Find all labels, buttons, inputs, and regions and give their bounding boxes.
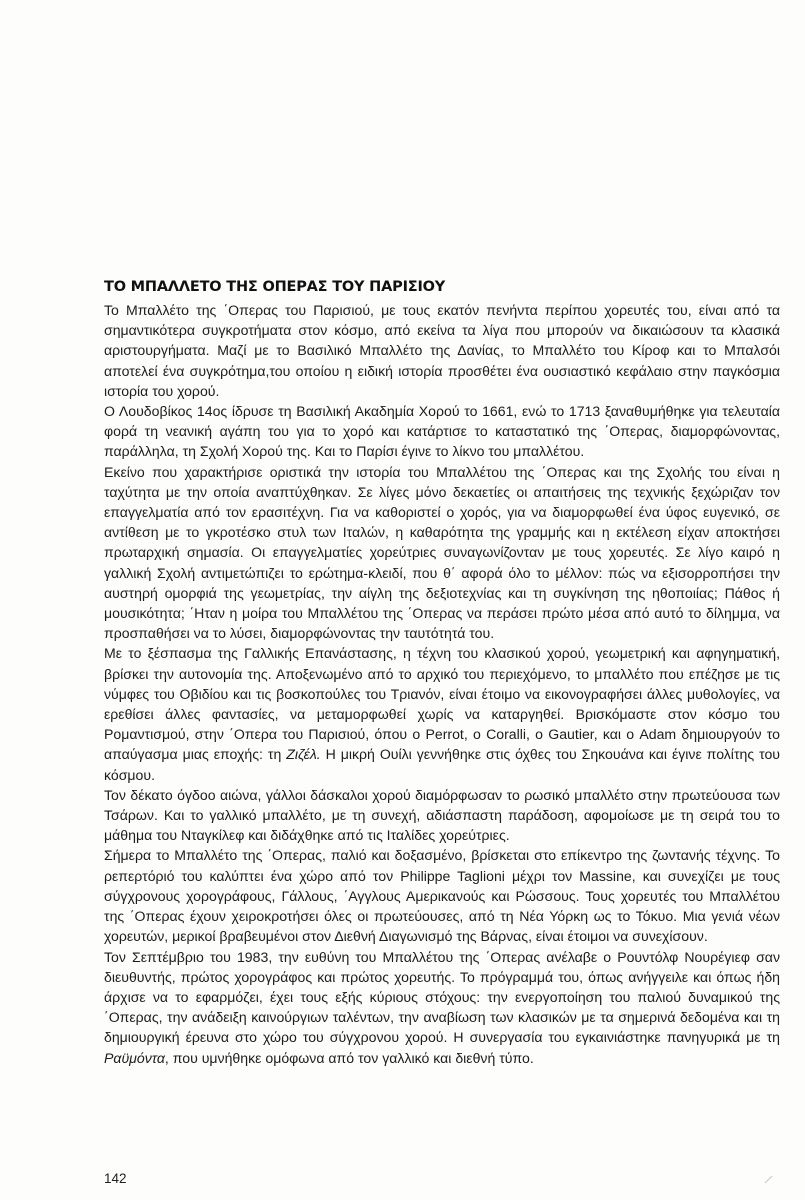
paragraph-4-tail: Η μικρή Ουίλι γεννήθηκε στις όχθες του Σηκουάνα και έγινε πολίτης του κόσμου.	[104, 746, 780, 783]
corner-mark-icon	[764, 1174, 774, 1184]
paragraph-7-text: Τον Σεπτέμβριο του 1983, την ευθύνη του Μπαλλέτου της ΄Οπερας ανέλαβε ο Ρουντόλφ Νουρέγιεφ σαν διευθυντής, πρώτος χορογράφος και πρώτος χορευτής. Το πρόγραμμά του, όπως ανήγγειλε και όπως ήδη άρχισε να το εφαρμόζει, έχει τους εξής κύριους στόχους: την ενεργοποίηση του παλιού δυναμικού της ΄Οπερας, την ανάδειξη καινούργιων ταλέντων, την αναβίωση των κλασικών με τα σημερινά δεδομένα και τη δημιουργική έρευνα στο χώρο του σύγχρονου χορού. Η συνεργασία του εγκαινιάστηκε πανηγυρικά με τη	[104, 948, 780, 1046]
paragraph-6: Σήμερα το Μπαλλέτο της ΄Οπερας, παλιό και δοξασμένο, βρίσκεται στο επίκεντρο της ζωντανής τέχνης. Το ρεπερτόριό του καλύπτει ένα χώρο από τον Philippe Taglioni μέχρι τον Massine, και συνεχίζει με τους σύγχρονους χορογράφους, Γάλλους, ΄Αγγλους Αμερικανούς και Ρώσσους. Τους χορευτές του Μπαλλέτου της ΄Οπερας έχουν χειροκροτήσει όλες οι πρωτεύουσες, από τη Νέα Υόρκη ως το Τόκυο. Μια γενιά νέων χορευτών, μερικοί βραβευμένοι στον Διεθνή Διαγωνισμό της Βάρνας, είναι έτοιμοι να συνεχίσουν.	[104, 847, 780, 945]
paragraph-4-text: Με το ξέσπασμα της Γαλλικής Επανάστασης, η τέχνη του κλασικού χορού, γεωμετρική και αφηγηματική, βρίσκει την αυτονομία της. Αποξενωμένο από το αρχικό του περιεχόμενο, το μπαλλέτο που επέζησε με τις νύμφες του Οβιδίου και τις βοσκοπούλες του Τριανόν, είναι έτοιμο να εικονογραφήσει άλλες μυθολογίες, να ερεθίσει άλλες φαντασίες, να μεταμορφωθεί χωρίς να καταργηθεί. Βρισκόμαστε στον κόσμο του Ρομαντισμού, στην ΄Οπερα του Παρισιού, όπου ο Perrot, ο Coralli, ο Gautier, και ο Adam δημιουργούν το απαύγασμα μιας εποχής: τη	[104, 645, 780, 763]
raymonda-title: Ραϋμόντα	[104, 1049, 165, 1066]
article-title: ΤΟ ΜΠΑΛΛΕΤΟ ΤΗΣ ΟΠΕΡΑΣ ΤΟΥ ΠΑΡΙΣΙΟΥ	[104, 279, 446, 295]
giselle-title: Ζιζέλ.	[286, 746, 321, 763]
paragraph-4	[104, 643, 780, 784]
paragraph-3: Εκείνο που χαρακτήρισε οριστικά την ιστορία του Μπαλλέτου της ΄Οπερας και της Σχολής του είναι η ταχύτητα με την οποία αναπτύχθηκαν. Σε λίγες μόνο δεκαετίες οι απαιτήσεις της τεχνικής ξεχώριζαν τον επαγγελματία από τον ερασιτέχνη. Για να καθοριστεί ο χορός, για να διαμορφωθεί ένα ύφος ευγενικό, σε αντίθεση με το γκροτέσκο στυλ των Ιταλών, η καθαρότητα της γραμμής και η εκτέλεση είχαν αποκτήσει πρωταρχική σημασία. Οι επαγγελματίες χορεύτριες συναγωνίζονταν με τους χορευτές. Σε λίγο καιρό η γαλλική Σχολή αντιμετώπιζει το ερώτημα-κλειδί, που θ΄ αφορά όλο το μέλλον: πώς να εξισορροπήσει την αυστηρή ομορφιά της γεωμετρίας, την αίγλη της δεξιοτεχνίας και τη συγκίνηση της ηθοποιίας; Πάθος ή μουσικότητα; ΄Ηταν η μοίρα του Μπαλλέτου της ΄Οπερας να περάσει πρώτο μέσα από αυτό το δίλημμα, να προσπαθήσει να το λύσει, διαμορφώνοντας την ταυτότητά του.	[104, 463, 780, 642]
paragraph-1: Το Μπαλλέτο της ΄Οπερας του Παρισιού, με τους εκατόν πενήντα περίπου χορευτές του, είναι από τα σημαντικότερα συγκροτήματα στον κόσμο, από εκείνα τα λίγα που μπορούν να δικαιώσουν τα κλασικά αριστουργήματα. Μαζί με το Βασιλικό Μπαλλέτο της Δανίας, το Μπαλλέτο του Κίροφ και το Μπαλσόι αποτελεί ένα συγκρότημα,του οποίου η ειδική ιστορία προσθέτει ένα ουσιαστικό κεφάλαιο στην παγκόσμια ιστορία του χορού.	[104, 302, 780, 399]
paragraph-2: Ο Λουδοβίκος 14ος ίδρυσε τη Βασιλική Ακαδημία Χορού το 1661, ενώ το 1713 ξαναθυμήθηκε για τελευταία φορά τη νεανική αγάπη του για το χορό και κατάρτισε το καταστατικό της ΄Οπερας, διαμορφώνοντας, παράλληλα, τη Σχολή Χορού της. Και το Παρίσι έγινε το λίκνο του μπαλλέτου.	[104, 403, 780, 460]
paragraph-7-tail: , που υμνήθηκε ομόφωνα από τον γαλλικό και διεθνή τύπο.	[164, 1049, 534, 1066]
article	[104, 276, 780, 1068]
paragraph-5: Τον δέκατο όγδοο αιώνα, γάλλοι δάσκαλοι χορού διαμόρφωσαν το ρωσικό μπαλλέτο στην πρωτεύουσα των Τσάρων. Και το γαλλικό μπαλλέτο, με τη συνεχή, αδιάσπαστη παράδοση, αφομοίωσε με τη σειρά του το μάθημα του Νταγκίλεφ και διδάχθηκε από τις Ιταλίδες χορεύτριες.	[104, 786, 780, 844]
paragraph-7	[104, 947, 780, 1068]
page-number: 142	[104, 1171, 127, 1186]
